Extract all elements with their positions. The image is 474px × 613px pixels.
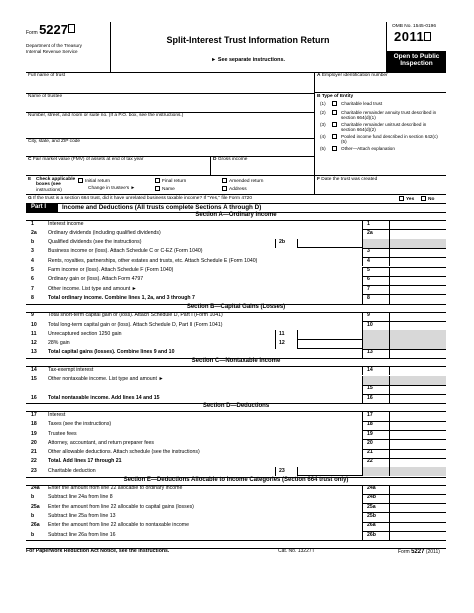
- entity-type-label: B Type of Entity: [317, 94, 354, 99]
- line-ref: 17: [367, 411, 373, 418]
- amount-field[interactable]: [389, 229, 446, 238]
- line-ref: 24b: [367, 494, 376, 501]
- date-created-label: F Date the trust was created: [317, 177, 378, 182]
- sub-amount-field[interactable]: [297, 467, 362, 476]
- line-description: Total long-term capital gain or (loss). Attach Schedule D, Part II (Form 1041): [48, 321, 223, 328]
- line-row: [26, 257, 446, 266]
- part-1-tag: Part I: [26, 203, 58, 212]
- sectionD-heading: Section D—Deductions: [202, 403, 270, 410]
- line-number: 2a: [31, 229, 37, 236]
- line-row: [26, 485, 446, 494]
- line-description: Total short-term capital gain or (loss). Attach Schedule D, Part I (Form 1041): [48, 312, 223, 319]
- amount-field[interactable]: [389, 321, 446, 330]
- line-row: [26, 330, 446, 339]
- entity-option-number: (5): [320, 146, 326, 151]
- line-number: b: [31, 512, 35, 519]
- line-ref: 18: [367, 421, 373, 428]
- line-description: Ordinary gain or (loss). Attach Form 4797: [48, 276, 144, 283]
- line-ref: 10: [367, 321, 373, 328]
- amount-field[interactable]: [389, 385, 446, 394]
- line-ref: 6: [367, 276, 370, 283]
- line-number: 19: [31, 430, 37, 437]
- line-number: 11: [31, 330, 37, 337]
- footer-form-id: Form 5227 (2011): [398, 549, 440, 555]
- line-number: 3: [31, 248, 34, 255]
- line-number: 25a: [31, 503, 40, 510]
- line-number: 18: [31, 421, 37, 428]
- amount-field[interactable]: [389, 458, 446, 467]
- dept-irs: Internal Revenue Service: [26, 49, 78, 54]
- line-row: [26, 294, 446, 303]
- line-number: 17: [31, 411, 37, 418]
- amount-field[interactable]: [389, 257, 446, 266]
- line-ref: 21: [367, 449, 373, 456]
- line-ref: 2a: [367, 229, 373, 236]
- dept-treasury: Department of the Treasury: [26, 43, 82, 48]
- sectionC-heading: Section C—Nontaxable Income: [191, 358, 281, 365]
- line-description: Rents, royalties, partnerships, other estates and trusts, etc. Attach Schedule E (Form 1040): [48, 257, 258, 264]
- line-number: b: [31, 239, 35, 246]
- line-number: 10: [31, 321, 37, 328]
- line-row: [26, 376, 446, 385]
- amount-field[interactable]: [389, 248, 446, 257]
- line-description: Trustee fees: [48, 430, 77, 437]
- public-inspection-badge: Open to Public Inspection: [387, 51, 446, 72]
- line-number: b: [31, 494, 35, 501]
- entity-option-number: (4): [320, 134, 326, 139]
- street-field[interactable]: [26, 120, 314, 138]
- entity-option-label: Charitable lead trust: [341, 101, 383, 106]
- line-description: Unrecaptured section 1250 gain: [48, 330, 122, 337]
- line-number: 15: [31, 376, 37, 382]
- line-description: Other allowable deductions. Attach schedule (see the instructions): [48, 449, 200, 456]
- line-description: Taxes (see the instructions): [48, 421, 112, 428]
- line-row: [26, 494, 446, 503]
- line-ref: 9: [367, 312, 370, 319]
- ubti-question: G If the trust is a section 664 trust, did it have unrelated business taxable income? If "Yes," file Form 4720: [28, 196, 253, 201]
- line-description: Total capital gains (losses). Combine lines 9 and 10: [48, 349, 175, 356]
- line-description: Total ordinary income. Combine lines 1, 2a, and 3 through 7: [48, 294, 195, 301]
- amount-field[interactable]: [389, 312, 446, 321]
- line-ref: 22: [367, 458, 373, 465]
- entity-checkbox-icon: [332, 146, 337, 151]
- sub-line-ref: 23: [279, 467, 285, 474]
- gross-income-label: D Gross income: [213, 157, 248, 162]
- line-ref: 25b: [367, 512, 376, 519]
- line-number: 1: [31, 220, 34, 227]
- line-row: [26, 522, 446, 531]
- line-row: [26, 411, 446, 420]
- entity-checkbox-icon: [332, 134, 337, 139]
- line-description: Other nontaxable income. List type and amount ►: [48, 376, 164, 382]
- tax-year: 2011: [394, 30, 433, 45]
- line-number: 12: [31, 340, 37, 347]
- ubti-no-checkbox[interactable]: No: [421, 196, 434, 202]
- form-title: Split-Interest Trust Information Return: [166, 35, 330, 45]
- line-description: Subtract line 25a from line 13: [48, 512, 116, 519]
- line-number: 24a: [31, 485, 40, 491]
- line-number: 8: [31, 294, 34, 301]
- ubti-yes-checkbox[interactable]: Yes: [399, 196, 414, 202]
- line-description: Business income or (loss). Attach Schedule C or C-EZ (Form 1040): [48, 248, 203, 255]
- sub-line-ref: 12: [279, 340, 285, 347]
- line-description: Subtract line 24a from line 8: [48, 494, 113, 501]
- amount-field[interactable]: [389, 421, 446, 430]
- line-ref: 7: [367, 285, 370, 292]
- city-label: City, state, and ZIP code: [28, 139, 81, 144]
- change-name-checkbox[interactable]: Name: [155, 186, 175, 192]
- header-divider-left: [110, 22, 111, 72]
- line-number: 13: [31, 349, 37, 356]
- sectionE-heading: Section E—Deductions Allocable to Income Categories (Section 664 trust only): [123, 476, 349, 483]
- line-number: 14: [31, 366, 37, 373]
- paperwork-notice: For Paperwork Reduction Act Notice, see the instructions.: [26, 548, 170, 554]
- line-ref: 13: [367, 349, 373, 356]
- line-ref: 3: [367, 248, 370, 255]
- line-row: [26, 385, 446, 394]
- check-boxes-label: Check applicable boxes (see instructions): [36, 177, 76, 193]
- entity-checkbox-icon: [332, 101, 337, 106]
- line-row: [26, 321, 446, 330]
- amount-field[interactable]: [389, 494, 446, 503]
- line-row: [26, 458, 446, 467]
- line-description: Subtract line 26a from line 16: [48, 531, 116, 538]
- line-row: [26, 312, 446, 321]
- change-address-checkbox[interactable]: Address: [222, 186, 247, 192]
- entity-checkbox-icon: [332, 122, 337, 127]
- entity-option-label: Charitable remainder annuity trust described in section 664(d)(1): [341, 110, 437, 121]
- form-label: Form 5227: [26, 23, 77, 38]
- amount-field[interactable]: [389, 349, 446, 358]
- sub-amount-field[interactable]: [297, 330, 362, 339]
- change-trustee-label: Change in trustee's ►: [88, 186, 136, 191]
- line-row: [26, 239, 446, 248]
- amount-field[interactable]: [389, 394, 446, 403]
- line-number: 23: [31, 467, 37, 474]
- line-ref: 25a: [367, 503, 376, 510]
- line-ref: 14: [367, 366, 373, 373]
- line-ref: 16: [367, 394, 373, 401]
- ein-label: A Employer identification number: [317, 73, 388, 78]
- entity-option-label: Other—Attach explanation: [341, 146, 395, 151]
- line-row: [26, 467, 446, 476]
- catalog-number: Cat. No. 13227T: [278, 548, 315, 554]
- sub-amount-field[interactable]: [297, 340, 362, 349]
- amount-field[interactable]: [389, 449, 446, 458]
- line-number: 21: [31, 449, 37, 456]
- part-1-title: Income and Deductions (All trusts complete Sections A through D): [62, 204, 262, 211]
- form-number-box-icon: [68, 24, 75, 33]
- line-number: 26a: [31, 522, 40, 529]
- line-row: [26, 421, 446, 430]
- sectionB-heading: Section B—Capital Gains (Losses): [186, 303, 286, 310]
- trust-name-label: Full name of trust: [28, 73, 66, 78]
- line-description: Interest: [48, 411, 66, 418]
- line-row: [26, 248, 446, 257]
- line-ref: 20: [367, 439, 373, 446]
- amount-field[interactable]: [389, 503, 446, 512]
- entity-option-label: Charitable remainder unitrust described in section 664(d)(2): [341, 122, 427, 133]
- line-description: Total. Add lines 17 through 21: [48, 458, 122, 465]
- line-ref: 26a: [367, 522, 376, 529]
- line-description: Attorney, accountant, and return preparer fees: [48, 439, 155, 446]
- line-number: 16: [31, 394, 37, 401]
- line-number: 22: [31, 458, 37, 465]
- entity-checkbox-icon: [332, 110, 337, 115]
- amount-field: [389, 330, 446, 339]
- line-number: 20: [31, 439, 37, 446]
- amount-field[interactable]: [389, 267, 446, 276]
- amount-field[interactable]: [389, 411, 446, 420]
- line-description: Charitable deduction: [48, 467, 96, 474]
- trust-name-field[interactable]: [26, 80, 314, 94]
- line-row: [26, 512, 446, 521]
- line-description: Total nontaxable income. Add lines 14 and 15: [48, 394, 160, 401]
- initial-return-checkbox[interactable]: Initial return: [78, 178, 110, 184]
- street-label: Number, street, and room or suite no. (If a P.O. box, see the instructions.): [28, 113, 184, 118]
- line-description: Farm income or (loss). Attach Schedule F (Form 1040): [48, 267, 174, 273]
- line-number: 7: [31, 285, 34, 292]
- amended-return-checkbox[interactable]: Amended return: [222, 178, 263, 184]
- amount-field: [389, 467, 446, 476]
- line-ref: 26b: [367, 531, 376, 538]
- line-description: Tax-exempt interest: [48, 366, 94, 373]
- amount-field[interactable]: [389, 220, 446, 229]
- check-boxes-letter: E: [28, 177, 32, 182]
- line-row: [26, 349, 446, 358]
- amount-field[interactable]: [389, 531, 446, 540]
- line-row: [26, 220, 446, 229]
- line-description: Other income. List type and amount ►: [48, 285, 137, 292]
- see-instructions: ► See separate instructions.: [211, 57, 285, 63]
- line-description: Enter the amount from line 22 allocable to capital gains (losses): [48, 503, 194, 510]
- line-description: Enter the amount from line 22 allocable to nontaxable income: [48, 522, 190, 529]
- line-row: [26, 285, 446, 294]
- amount-field: [389, 239, 446, 248]
- amount-field[interactable]: [389, 366, 446, 375]
- amount-field[interactable]: [389, 294, 446, 303]
- line-row: [26, 276, 446, 285]
- amount-field[interactable]: [389, 430, 446, 439]
- line-description: 28% gain: [48, 340, 70, 347]
- amount-field[interactable]: [389, 522, 446, 531]
- line-row: [26, 449, 446, 458]
- city-field[interactable]: [26, 146, 314, 156]
- amount-field[interactable]: [389, 276, 446, 285]
- line-number: 6: [31, 276, 34, 283]
- line-row: [26, 267, 446, 276]
- line-description: Interest income: [48, 220, 84, 227]
- line-number: b: [31, 531, 35, 538]
- line-row: [26, 531, 446, 540]
- amount-field: [389, 376, 446, 385]
- entity-option-number: (1): [320, 101, 326, 106]
- amount-field[interactable]: [389, 285, 446, 294]
- line-ref: 5: [367, 267, 370, 273]
- year-box-icon: [424, 32, 431, 41]
- line-ref: 15: [367, 385, 373, 392]
- sub-line-ref: 11: [279, 330, 285, 337]
- line-ref: 19: [367, 430, 373, 437]
- line-number: 9: [31, 312, 34, 319]
- amount-field[interactable]: [389, 485, 446, 494]
- amount-field[interactable]: [389, 439, 446, 448]
- trustee-name-label: Name of trustee: [28, 94, 63, 99]
- entity-option-number: (3): [320, 122, 326, 127]
- line-number: 5: [31, 267, 34, 273]
- final-return-checkbox[interactable]: Final return: [155, 178, 186, 184]
- entity-option-label: Pooled income fund described in section 642(c)(5): [341, 134, 438, 145]
- ein-field[interactable]: [314, 80, 446, 92]
- line-ref: 1: [367, 220, 370, 227]
- date-created-field[interactable]: [314, 183, 446, 194]
- line-row: [26, 430, 446, 439]
- line-row: [26, 366, 446, 375]
- sectionA-heading: Section A—Ordinary Income: [195, 212, 277, 218]
- line-row: [26, 340, 446, 349]
- line-description: Enter the amount from line 22 allocable to ordinary income: [48, 485, 183, 491]
- line-row: [26, 394, 446, 403]
- form-number: 5227: [39, 22, 68, 37]
- line-ref: 24a: [367, 485, 376, 491]
- gross-income-field[interactable]: [210, 163, 314, 173]
- fmv-label: C Fair market value (FMV) of assets at end of tax year: [28, 157, 144, 162]
- line-row: [26, 503, 446, 512]
- amount-field: [389, 340, 446, 349]
- sub-line-ref: 2b: [279, 239, 286, 246]
- line-row: [26, 229, 446, 238]
- fmv-field[interactable]: [26, 163, 210, 173]
- omb-number: OMB No. 1545-0196: [392, 24, 436, 29]
- line-number: 4: [31, 257, 34, 264]
- amount-field[interactable]: [389, 512, 446, 521]
- sub-amount-field[interactable]: [297, 239, 362, 248]
- entity-option-number: (2): [320, 110, 326, 115]
- line-row: [26, 439, 446, 448]
- line-description: Ordinary dividends (including qualified dividends): [48, 229, 161, 236]
- line-description: Qualified dividends (see the instructions): [48, 239, 142, 246]
- line-ref: 4: [367, 257, 370, 264]
- line-ref: 8: [367, 294, 370, 301]
